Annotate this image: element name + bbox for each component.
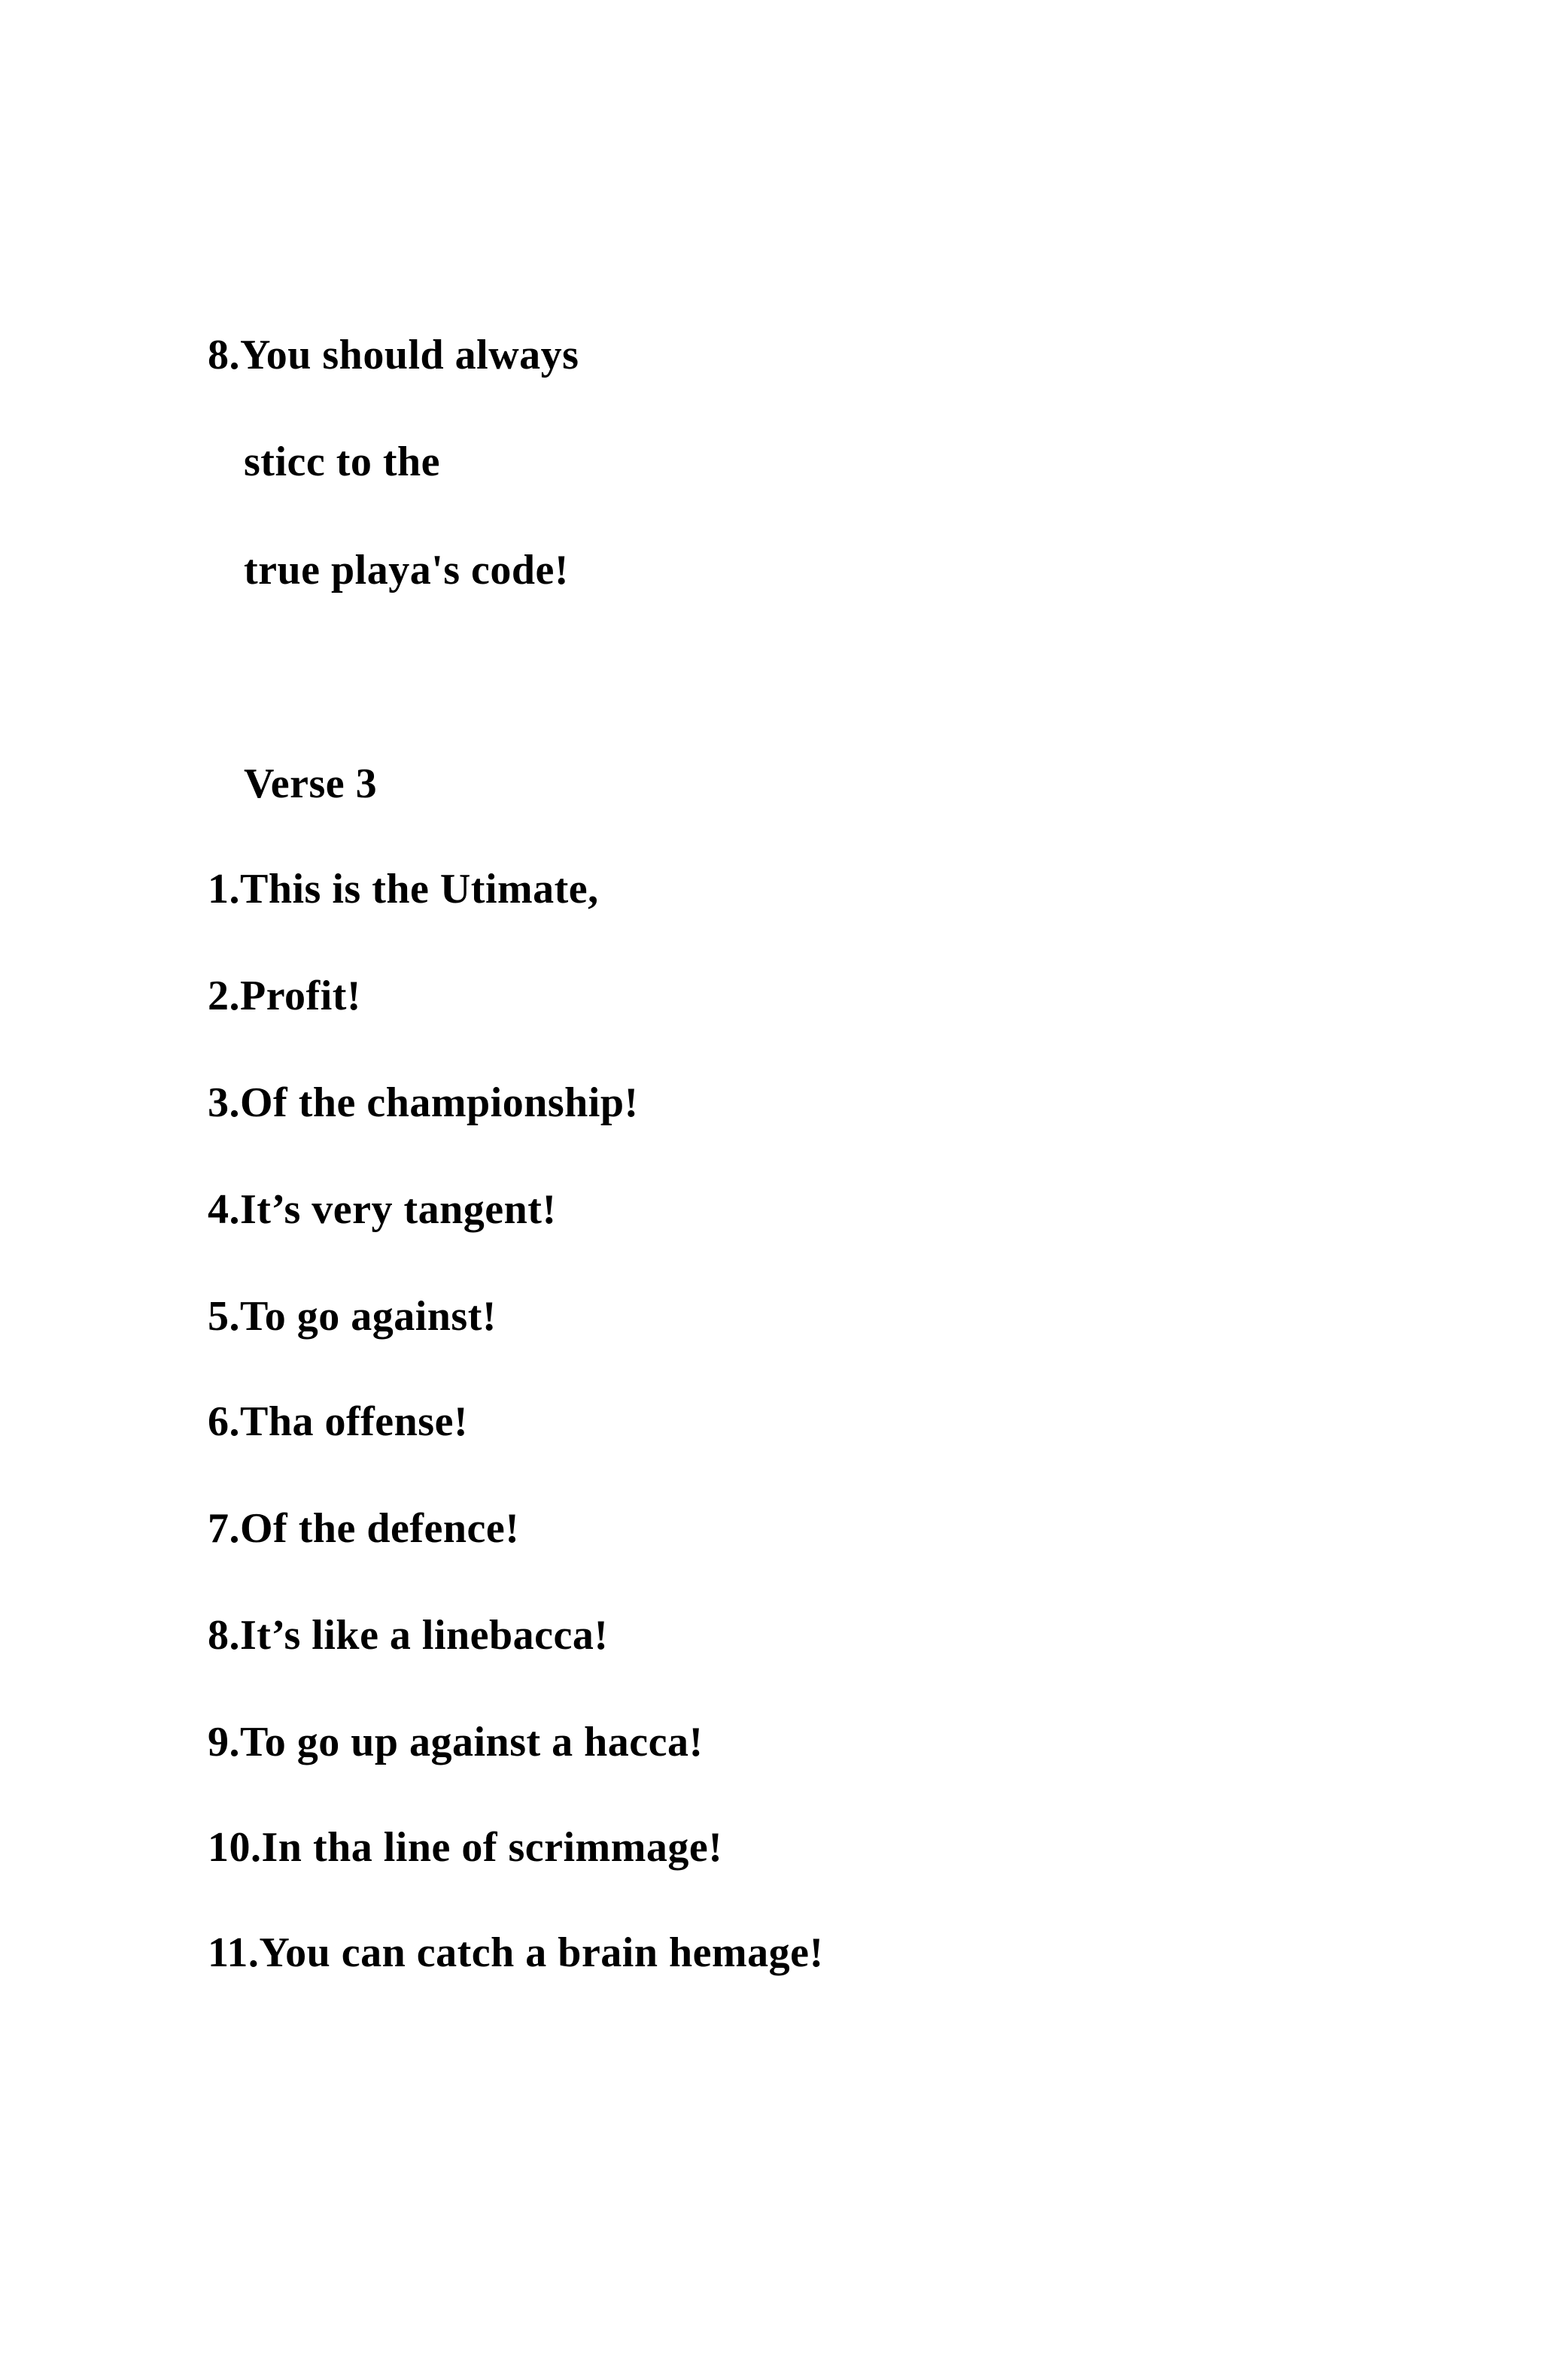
verse2-line-8-cont-2: true playa's code! bbox=[244, 547, 570, 593]
verse3-line-11: 11.You can catch a brain hemage! bbox=[208, 1929, 824, 1976]
verse2-line-8: 8.You should always bbox=[208, 332, 579, 378]
verse3-line-2: 2.Profit! bbox=[208, 973, 362, 1019]
verse3-line-5: 5.To go against! bbox=[208, 1293, 497, 1340]
verse3-line-9: 9.To go up against a hacca! bbox=[208, 1719, 704, 1765]
verse2-line-8-cont-1: sticc to the bbox=[244, 439, 441, 485]
verse3-heading: Verse 3 bbox=[244, 760, 378, 807]
verse3-line-6: 6.Tha offense! bbox=[208, 1398, 469, 1445]
verse3-line-1: 1.This is the Utimate, bbox=[208, 866, 599, 912]
verse3-line-7: 7.Of the defence! bbox=[208, 1505, 520, 1552]
verse3-line-3: 3.Of the championship! bbox=[208, 1079, 639, 1126]
verse3-line-8: 8.It’s like a linebacca! bbox=[208, 1612, 609, 1659]
verse3-line-4: 4.It’s very tangent! bbox=[208, 1186, 557, 1233]
verse3-line-10: 10.In tha line of scrimmage! bbox=[208, 1824, 723, 1871]
